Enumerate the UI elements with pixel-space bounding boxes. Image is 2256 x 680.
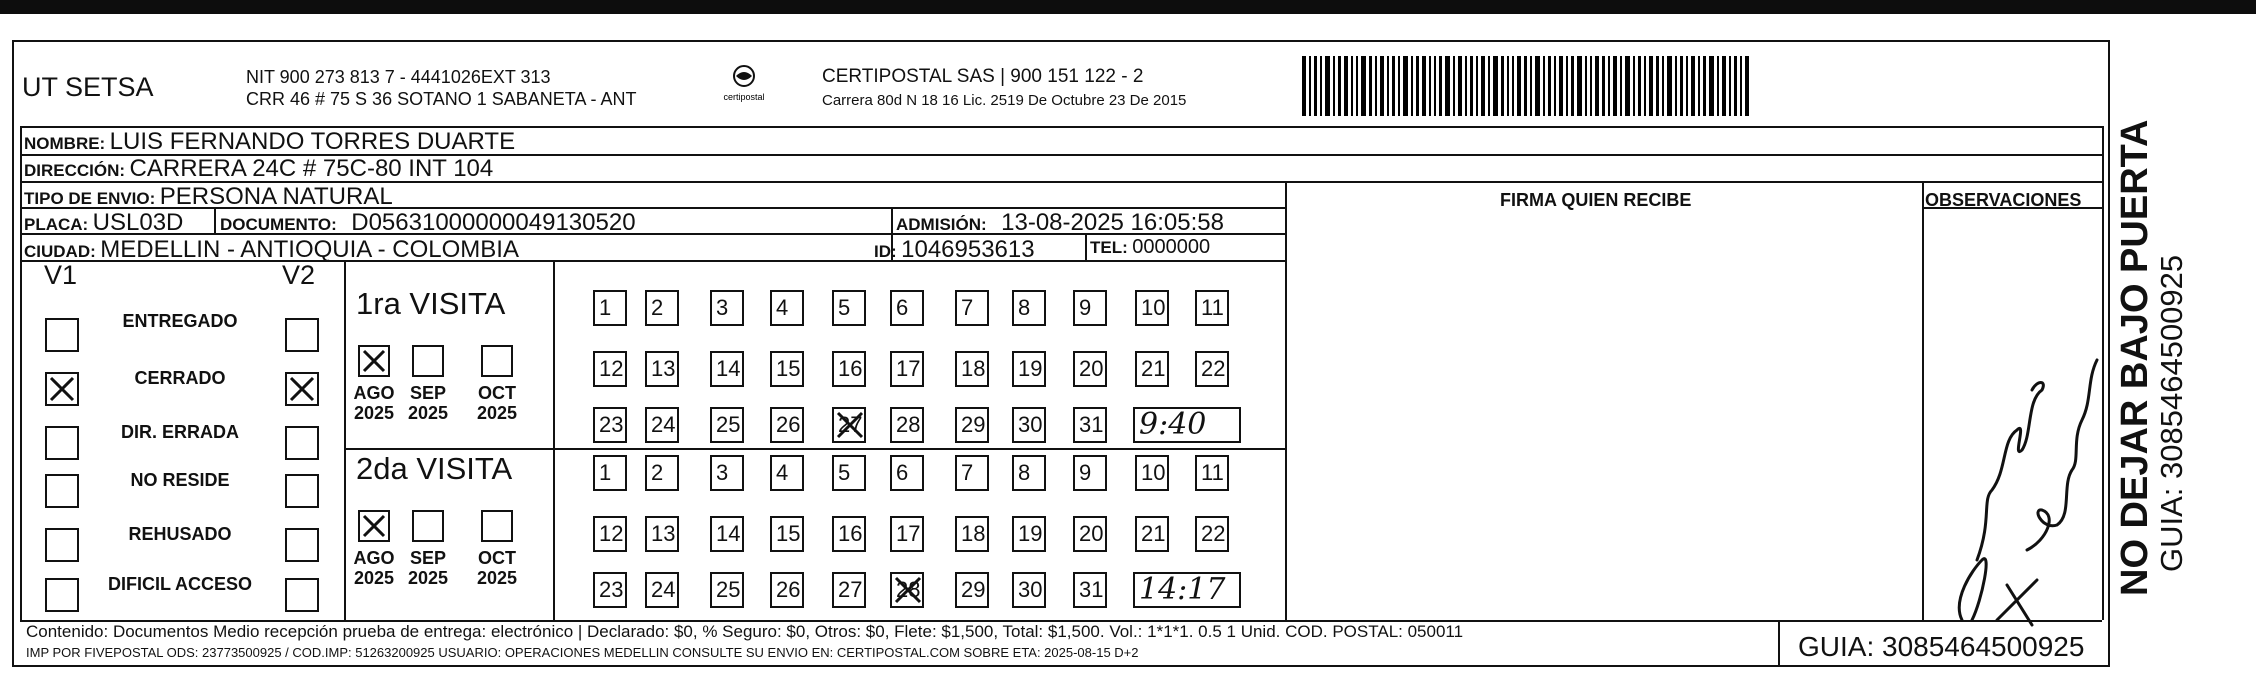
v1-checkbox[interactable] bbox=[45, 474, 79, 508]
day-number: 20 bbox=[1079, 356, 1104, 381]
visit-title: 2da VISITA bbox=[356, 451, 513, 486]
day-number: 14 bbox=[716, 521, 741, 546]
id-label: ID: bbox=[874, 242, 897, 261]
month-checkbox[interactable] bbox=[412, 510, 444, 542]
day-box[interactable] bbox=[832, 351, 866, 387]
day-box[interactable] bbox=[645, 351, 679, 387]
month-year: 2025 bbox=[407, 568, 449, 588]
month-year: 2025 bbox=[476, 403, 518, 423]
day-box[interactable] bbox=[832, 572, 866, 608]
scan-top-border bbox=[0, 0, 2256, 14]
day-number: 14 bbox=[716, 356, 741, 381]
day-number: 19 bbox=[1018, 521, 1043, 546]
visit-title: 1ra VISITA bbox=[356, 286, 506, 321]
visit-time-box[interactable] bbox=[1133, 407, 1241, 443]
day-number: 23 bbox=[599, 412, 624, 437]
footer-guide-number: GUIA: 3085464500925 bbox=[1798, 631, 2085, 662]
plate-value: USL03D bbox=[92, 209, 184, 236]
day-box[interactable] bbox=[890, 351, 924, 387]
v1-checkbox[interactable] bbox=[45, 426, 79, 460]
day-box[interactable] bbox=[593, 351, 627, 387]
day-number: 4 bbox=[776, 295, 789, 320]
handwritten-time: 14:17 bbox=[1139, 572, 1226, 607]
day-number: 6 bbox=[896, 295, 909, 320]
month-year: 2025 bbox=[407, 403, 449, 423]
logo-text: certipostal bbox=[723, 92, 765, 102]
day-box[interactable] bbox=[645, 407, 679, 443]
do-not-leave-under-door: NO DEJAR BAJO PUERTA bbox=[2114, 119, 2156, 596]
month-label bbox=[403, 383, 453, 423]
day-number: 27 bbox=[838, 412, 863, 437]
month-checkbox[interactable] bbox=[412, 345, 444, 377]
name-row bbox=[24, 128, 515, 156]
month-checkbox[interactable] bbox=[481, 510, 513, 542]
day-number: 10 bbox=[1141, 295, 1166, 320]
print-info-line: IMP POR FIVEPOSTAL ODS: 23773500925 / COD.IMP: 51263200925 USUARIO: OPERACIONES MEDELLIN CONSULTE SU ENVIO EN: CERTIPOSTAL.COM SOBRE ETA: 2025-08-15 D+2 bbox=[26, 645, 1139, 660]
v1-checkbox[interactable] bbox=[45, 372, 79, 406]
day-box[interactable] bbox=[832, 290, 866, 326]
day-number: 2 bbox=[651, 295, 664, 320]
plate-row bbox=[24, 209, 183, 237]
day-box[interactable] bbox=[770, 455, 804, 491]
status-label: NO RESIDE bbox=[130, 470, 230, 490]
day-box[interactable] bbox=[593, 407, 627, 443]
day-number: 11 bbox=[1201, 460, 1224, 485]
day-number: 3 bbox=[716, 460, 729, 485]
city-row bbox=[24, 236, 519, 264]
month-name: OCT bbox=[478, 548, 516, 568]
day-box[interactable] bbox=[1012, 407, 1046, 443]
day-number: 18 bbox=[961, 356, 986, 381]
v1-checkbox[interactable] bbox=[45, 318, 79, 352]
month-check-mark bbox=[360, 512, 388, 540]
day-number: 30 bbox=[1018, 412, 1043, 437]
day-box[interactable] bbox=[955, 351, 989, 387]
day-number: 28 bbox=[896, 412, 921, 437]
day-box[interactable] bbox=[1073, 572, 1107, 608]
v1-header: V1 bbox=[44, 260, 78, 290]
status-label: DIR. ERRADA bbox=[120, 422, 239, 442]
day-number: 19 bbox=[1018, 356, 1043, 381]
id-row bbox=[874, 236, 1035, 264]
month-label bbox=[349, 383, 399, 423]
tel-row bbox=[1090, 236, 1210, 259]
day-box[interactable] bbox=[832, 516, 866, 552]
day-box[interactable] bbox=[593, 516, 627, 552]
day-box[interactable] bbox=[770, 290, 804, 326]
day-number: 7 bbox=[961, 295, 974, 320]
month-name: SEP bbox=[409, 548, 447, 568]
day-box[interactable] bbox=[645, 455, 679, 491]
address-label: DIRECCIÓN: bbox=[24, 161, 126, 180]
day-box[interactable] bbox=[1073, 351, 1107, 387]
admission-label: ADMISIÓN: bbox=[896, 215, 987, 234]
day-box[interactable] bbox=[832, 455, 866, 491]
v1-checkbox[interactable] bbox=[45, 578, 79, 612]
status-label: CERRADO bbox=[134, 368, 226, 388]
day-box[interactable] bbox=[645, 290, 679, 326]
day-number: 6 bbox=[896, 460, 909, 485]
v2-checkbox[interactable] bbox=[285, 528, 319, 562]
day-box[interactable] bbox=[1012, 572, 1046, 608]
month-label bbox=[472, 383, 522, 423]
day-number: 25 bbox=[716, 577, 741, 602]
signature-header: FIRMA QUIEN RECIBE bbox=[1500, 190, 1692, 210]
day-box[interactable] bbox=[890, 572, 924, 608]
day-number: 5 bbox=[838, 460, 851, 485]
day-box[interactable] bbox=[890, 455, 924, 491]
day-box[interactable] bbox=[710, 455, 744, 491]
month-year: 2025 bbox=[353, 403, 395, 423]
day-box[interactable] bbox=[890, 516, 924, 552]
day-number: 26 bbox=[776, 412, 801, 437]
v2-check-mark bbox=[287, 374, 317, 404]
day-number: 17 bbox=[896, 356, 921, 381]
day-box[interactable] bbox=[593, 572, 627, 608]
day-box[interactable] bbox=[1073, 455, 1107, 491]
month-year: 2025 bbox=[476, 568, 518, 588]
day-box[interactable] bbox=[1195, 516, 1229, 552]
id-value: 1046953613 bbox=[901, 236, 1035, 263]
day-number: 12 bbox=[599, 521, 624, 546]
day-number: 31 bbox=[1079, 577, 1104, 602]
company-address: CRR 46 # 75 S 36 SOTANO 1 SABANETA - ANT bbox=[246, 89, 637, 109]
v1-checkbox[interactable] bbox=[45, 528, 79, 562]
admission-value: 13-08-2025 16:05:58 bbox=[1001, 209, 1224, 236]
document-row bbox=[220, 209, 636, 237]
day-box[interactable] bbox=[955, 407, 989, 443]
city-value: MEDELLIN - ANTIOQUIA - COLOMBIA bbox=[100, 236, 519, 263]
month-name: AGO bbox=[353, 548, 395, 568]
day-box[interactable] bbox=[593, 290, 627, 326]
day-box[interactable] bbox=[955, 290, 989, 326]
day-box[interactable] bbox=[710, 290, 744, 326]
day-box[interactable] bbox=[593, 455, 627, 491]
day-box[interactable] bbox=[1195, 455, 1229, 491]
month-label bbox=[472, 548, 522, 588]
day-number: 22 bbox=[1201, 521, 1226, 546]
observations-header: OBSERVACIONES bbox=[1925, 190, 2082, 210]
day-number: 9 bbox=[1079, 460, 1092, 485]
day-box[interactable] bbox=[770, 572, 804, 608]
tel-label: TEL: bbox=[1090, 238, 1128, 257]
day-number: 31 bbox=[1079, 412, 1104, 437]
day-number: 21 bbox=[1141, 521, 1166, 546]
month-name: OCT bbox=[478, 383, 516, 403]
day-number: 11 bbox=[1201, 295, 1224, 320]
side-guide-block bbox=[2115, 120, 2189, 596]
day-number: 15 bbox=[776, 521, 801, 546]
day-number: 22 bbox=[1201, 356, 1226, 381]
name-label: NOMBRE: bbox=[24, 134, 106, 153]
v2-checkbox[interactable] bbox=[285, 372, 319, 406]
day-box[interactable] bbox=[955, 516, 989, 552]
day-number: 17 bbox=[896, 521, 921, 546]
day-box[interactable] bbox=[1012, 290, 1046, 326]
day-box[interactable] bbox=[1135, 290, 1169, 326]
day-box[interactable] bbox=[1012, 351, 1046, 387]
status-label: DIFICIL ACCESO bbox=[107, 574, 252, 594]
day-number: 28 bbox=[896, 577, 921, 602]
document-label: DOCUMENTO: bbox=[220, 215, 337, 234]
contents-line: Contenido: Documentos Medio recepción prueba de entrega: electrónico | Declarado: $0, % Seguro: $0, Otros: $0, Flete: $1,500, Total: $1,500. Vol.: 1*1*1. 0.5 1 Unid. COD. POSTAL: 050011 bbox=[26, 622, 1464, 641]
courier-name: CERTIPOSTAL SAS | 900 151 122 - 2 bbox=[822, 66, 1144, 87]
day-box[interactable] bbox=[955, 455, 989, 491]
month-year: 2025 bbox=[353, 568, 395, 588]
day-number: 20 bbox=[1079, 521, 1104, 546]
day-box[interactable] bbox=[1135, 516, 1169, 552]
day-number: 13 bbox=[651, 356, 676, 381]
day-number: 4 bbox=[776, 460, 789, 485]
day-box[interactable] bbox=[1073, 407, 1107, 443]
company-nit: NIT 900 273 813 7 - 4441026EXT 313 bbox=[246, 67, 551, 87]
day-box[interactable] bbox=[710, 572, 744, 608]
day-number: 13 bbox=[651, 521, 676, 546]
month-checkbox[interactable] bbox=[358, 345, 390, 377]
recipient-address: CARRERA 24C # 75C-80 INT 104 bbox=[129, 155, 494, 182]
document-value: D05631000000049130520 bbox=[351, 209, 636, 236]
day-number: 12 bbox=[599, 356, 624, 381]
courier-license: Carrera 80d N 18 16 Lic. 2519 De Octubre 23 De 2015 bbox=[822, 92, 1187, 109]
day-number: 29 bbox=[961, 412, 986, 437]
day-number: 16 bbox=[838, 356, 863, 381]
day-box[interactable] bbox=[710, 516, 744, 552]
day-number: 8 bbox=[1018, 460, 1031, 485]
day-number: 5 bbox=[838, 295, 851, 320]
day-number: 24 bbox=[651, 412, 676, 437]
day-box[interactable] bbox=[1195, 351, 1229, 387]
handwritten-signature bbox=[1922, 320, 2112, 655]
day-number: 2 bbox=[651, 460, 664, 485]
day-number: 16 bbox=[838, 521, 863, 546]
shipment-type-row bbox=[24, 183, 393, 211]
day-number: 23 bbox=[599, 577, 624, 602]
day-number: 1 bbox=[599, 460, 612, 485]
day-number: 10 bbox=[1141, 460, 1166, 485]
day-number: 9 bbox=[1079, 295, 1092, 320]
v2-checkbox[interactable] bbox=[285, 318, 319, 352]
day-number: 29 bbox=[961, 577, 986, 602]
day-number: 21 bbox=[1141, 356, 1166, 381]
handwritten-time: 9:40 bbox=[1139, 407, 1207, 442]
day-box[interactable] bbox=[1195, 290, 1229, 326]
v2-header: V2 bbox=[282, 260, 316, 290]
day-number: 27 bbox=[838, 577, 863, 602]
day-box[interactable] bbox=[645, 572, 679, 608]
day-box[interactable] bbox=[1073, 516, 1107, 552]
day-number: 24 bbox=[651, 577, 676, 602]
recipient-name: LUIS FERNANDO TORRES DUARTE bbox=[109, 128, 516, 155]
day-box[interactable] bbox=[770, 516, 804, 552]
day-number: 30 bbox=[1018, 577, 1043, 602]
day-box[interactable] bbox=[1135, 351, 1169, 387]
status-label: REHUSADO bbox=[128, 524, 232, 544]
day-number: 18 bbox=[961, 521, 986, 546]
day-box[interactable] bbox=[1135, 455, 1169, 491]
day-number: 7 bbox=[961, 460, 974, 485]
address-row bbox=[24, 155, 493, 183]
v2-checkbox[interactable] bbox=[285, 426, 319, 460]
month-checkbox[interactable] bbox=[358, 510, 390, 542]
tel-value: 0000000 bbox=[1132, 236, 1211, 258]
shipment-type-label: TIPO DE ENVIO: bbox=[24, 189, 156, 208]
day-box[interactable] bbox=[955, 572, 989, 608]
day-box[interactable] bbox=[1012, 516, 1046, 552]
admission-row bbox=[896, 209, 1224, 237]
day-box[interactable] bbox=[645, 516, 679, 552]
day-box[interactable] bbox=[1012, 455, 1046, 491]
side-guide-number: GUIA: 3085464500925 bbox=[2154, 254, 2189, 572]
day-number: 15 bbox=[776, 356, 801, 381]
day-number: 1 bbox=[599, 295, 612, 320]
company-name: UT SETSA bbox=[22, 72, 154, 102]
status-label: ENTREGADO bbox=[122, 311, 238, 331]
month-checkbox[interactable] bbox=[481, 345, 513, 377]
day-box[interactable] bbox=[832, 407, 866, 443]
visit-time-box[interactable] bbox=[1133, 572, 1241, 608]
day-number: 8 bbox=[1018, 295, 1031, 320]
day-box[interactable] bbox=[710, 407, 744, 443]
day-box[interactable] bbox=[1073, 290, 1107, 326]
v1-check-mark bbox=[47, 374, 77, 404]
day-box[interactable] bbox=[890, 407, 924, 443]
plate-label: PLACA: bbox=[24, 215, 89, 234]
month-check-mark bbox=[360, 347, 388, 375]
day-number: 25 bbox=[716, 412, 741, 437]
month-label bbox=[349, 548, 399, 588]
day-box[interactable] bbox=[770, 351, 804, 387]
month-label bbox=[403, 548, 453, 588]
month-name: SEP bbox=[409, 383, 447, 403]
month-name: AGO bbox=[353, 383, 395, 403]
v2-checkbox[interactable] bbox=[285, 578, 319, 612]
day-box[interactable] bbox=[710, 351, 744, 387]
day-number: 26 bbox=[776, 577, 801, 602]
shipment-type: PERSONA NATURAL bbox=[159, 183, 393, 210]
day-number: 3 bbox=[716, 295, 729, 320]
day-box[interactable] bbox=[890, 290, 924, 326]
day-box[interactable] bbox=[770, 407, 804, 443]
v2-checkbox[interactable] bbox=[285, 474, 319, 508]
city-label: CIUDAD: bbox=[24, 242, 96, 261]
